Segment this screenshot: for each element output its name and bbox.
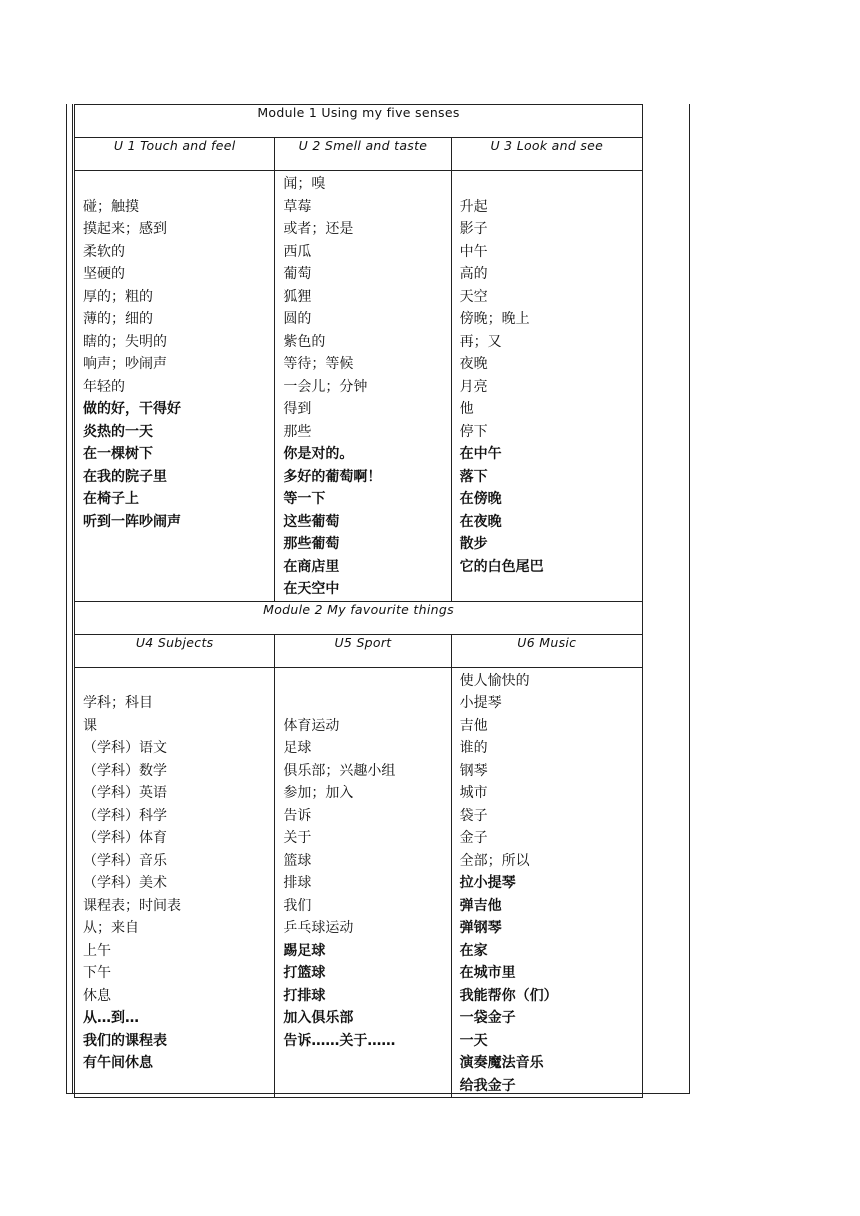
vocab-word: 学科；科目: [83, 695, 153, 711]
module-1-unit-header-row: [75, 138, 643, 171]
vocab-word: 柔软的: [83, 243, 125, 260]
page-frame-right: [689, 104, 690, 1094]
vocab-word: 在中午: [459, 446, 502, 462]
vocab-word: 在椅子上: [83, 491, 139, 507]
vocab-word: 我能帮你（们）: [459, 987, 558, 1004]
vocab-word: 有午间休息: [83, 1055, 153, 1071]
vocab-word: 袋子: [459, 807, 488, 824]
vocab-word: 听到一阵吵闹声: [83, 513, 181, 530]
unit-1-word-cell: [75, 171, 275, 602]
vocab-word: 闻；嗅: [283, 176, 326, 192]
word-list: [275, 668, 450, 1053]
vocab-word: 升起: [459, 198, 488, 215]
word-list: [275, 171, 450, 601]
vocab-word: 葡萄: [283, 266, 312, 282]
vocab-word: 月亮: [459, 378, 488, 395]
vocab-word: 西瓜: [283, 243, 312, 260]
page-frame-left-inner: [72, 104, 73, 1094]
word-list: [452, 668, 642, 1098]
vocab-word: （学科）体育: [83, 830, 167, 846]
vocab-word: 从；来自: [83, 920, 139, 936]
vocab-word: 他: [459, 401, 474, 417]
vocab-word: 这些葡萄: [283, 513, 340, 530]
vocab-word: 金子: [459, 830, 488, 846]
unit-3-word-cell: [451, 171, 642, 602]
vocab-word: 从…到…: [83, 1010, 139, 1026]
module-1-words-row: [75, 171, 643, 602]
vocab-word: 在夜晚: [459, 513, 502, 530]
vocab-word: 关于: [283, 830, 312, 846]
vocab-word: 做的好，干得好: [83, 401, 181, 417]
module-1-title-row: [75, 105, 643, 138]
vocab-word: 厚的；粗的: [83, 288, 153, 305]
module-title: Module 2 My favourite things: [75, 601, 643, 634]
vocab-word: 给我金子: [459, 1077, 516, 1094]
vocab-word: 散步: [459, 536, 488, 552]
vocab-word: （学科）语文: [83, 740, 167, 756]
unit-heading: U5 Sport: [275, 634, 451, 667]
module-2-unit-header-row: [75, 634, 643, 667]
vocab-word: 课: [83, 717, 97, 734]
vocab-word: 小提琴: [459, 695, 502, 711]
vocab-word: 你是对的。: [283, 446, 354, 462]
vocab-word: 碰；触摸: [83, 198, 139, 215]
vocab-word: 下午: [83, 965, 111, 981]
module-2-title-row: [75, 601, 643, 634]
vocab-word: 打篮球: [283, 965, 326, 981]
vocab-word: 坚硬的: [83, 266, 125, 282]
vocab-word: （学科）英语: [83, 785, 167, 801]
vocab-word: 全部；所以: [459, 852, 530, 869]
vocab-word: 在一棵树下: [83, 446, 153, 462]
vocab-word: 参加；加入: [283, 785, 354, 801]
vocab-word: 打排球: [283, 987, 326, 1004]
word-list: [452, 171, 642, 578]
unit-2-word-cell: [275, 171, 451, 602]
vocab-word: 摸起来；感到: [83, 221, 167, 237]
unit-4-word-cell: [75, 667, 275, 1098]
vocab-word: 或者；还是: [283, 221, 354, 237]
vocab-word: （学科）数学: [83, 762, 167, 779]
vocab-word: 弹吉他: [459, 897, 502, 914]
vocab-word: 我们的课程表: [83, 1032, 167, 1049]
vocab-word: 高的: [459, 266, 488, 282]
vocab-word: 演奏魔法音乐: [459, 1055, 544, 1071]
vocab-word: 体育运动: [283, 717, 340, 734]
vocab-word: 停下: [459, 423, 488, 440]
vocab-word: 谁的: [459, 740, 488, 756]
module-2-words-row: [75, 667, 643, 1098]
vocab-word: 我们: [283, 897, 312, 914]
vocab-word: 在城市里: [459, 965, 516, 981]
vocab-word: 在傍晚: [459, 491, 502, 507]
vocab-word: 加入俱乐部: [283, 1010, 354, 1026]
vocab-word: 薄的；细的: [83, 311, 153, 327]
vocab-word: 一袋金子: [459, 1010, 516, 1026]
unit-heading: U 2 Smell and taste: [275, 138, 451, 171]
vocab-word: 篮球: [283, 852, 312, 869]
vocabulary-table: [74, 104, 643, 1098]
vocab-word: 弹钢琴: [459, 920, 502, 936]
vocab-word: 那些葡萄: [283, 536, 340, 552]
vocab-word: 在天空中: [283, 581, 340, 597]
vocab-word: 那些: [283, 423, 312, 440]
unit-heading: U4 Subjects: [75, 634, 275, 667]
unit-heading: U 3 Look and see: [451, 138, 642, 171]
vocab-word: 足球: [283, 740, 312, 756]
vocab-word: 再；又: [459, 333, 502, 350]
vocab-word: 踢足球: [283, 942, 326, 959]
vocab-word: 圆的: [283, 311, 312, 327]
vocab-word: 休息: [83, 987, 111, 1004]
vocab-word: 草莓: [283, 198, 312, 215]
vocab-word: 乒乓球运动: [283, 920, 354, 936]
vocab-word: 炎热的一天: [83, 423, 153, 440]
module-title: Module 1 Using my five senses: [75, 105, 643, 138]
vocab-word: 多好的葡萄啊！: [283, 468, 382, 485]
vocab-word: 钢琴: [459, 762, 488, 779]
vocab-word: 在家: [459, 942, 488, 959]
vocab-word: 上午: [83, 942, 111, 959]
vocab-word: 一天: [459, 1032, 488, 1049]
word-list: [75, 171, 274, 533]
vocab-word: 响声；吵闹声: [83, 356, 167, 372]
unit-heading: U6 Music: [451, 634, 642, 667]
vocab-word: 影子: [459, 221, 488, 237]
vocab-word: 夜晚: [459, 356, 488, 372]
unit-5-word-cell: [275, 667, 451, 1098]
unit-heading: U 1 Touch and feel: [75, 138, 275, 171]
vocab-word: 在商店里: [283, 558, 340, 575]
vocab-word: 傍晚；晚上: [459, 311, 530, 327]
vocab-word: 瞎的；失明的: [83, 333, 167, 350]
vocab-word: 天空: [459, 288, 488, 305]
vocab-word: （学科）科学: [83, 807, 167, 824]
word-list: [75, 668, 274, 1075]
vocab-word: 一会儿；分钟: [283, 378, 368, 395]
vocab-word: 在我的院子里: [83, 468, 167, 485]
vocab-word: 使人愉快的: [459, 672, 530, 689]
unit-6-word-cell: [451, 667, 642, 1098]
vocab-word: 告诉: [283, 807, 312, 824]
page-frame-left-outer: [66, 104, 67, 1094]
vocab-word: 得到: [283, 401, 312, 417]
vocab-word: 城市: [459, 785, 488, 801]
vocab-word: 课程表；时间表: [83, 897, 181, 914]
vocab-word: 拉小提琴: [459, 875, 516, 891]
vocab-word: 落下: [459, 468, 488, 485]
vocab-word: 狐狸: [283, 288, 312, 305]
vocab-word: 它的白色尾巴: [459, 558, 544, 575]
vocab-word: 紫色的: [283, 333, 326, 350]
vocab-word: （学科）美术: [83, 875, 167, 891]
vocab-word: 等一下: [283, 491, 326, 507]
vocab-word: 年轻的: [83, 378, 125, 395]
vocab-word: 排球: [283, 875, 312, 891]
vocab-word: 中午: [459, 243, 488, 260]
vocab-word: 等待；等候: [283, 356, 354, 372]
vocab-word: 俱乐部；兴趣小组: [283, 762, 396, 779]
vocab-word: 吉他: [459, 717, 488, 734]
vocab-word: 告诉……关于……: [283, 1032, 396, 1049]
vocab-word: （学科）音乐: [83, 852, 167, 869]
